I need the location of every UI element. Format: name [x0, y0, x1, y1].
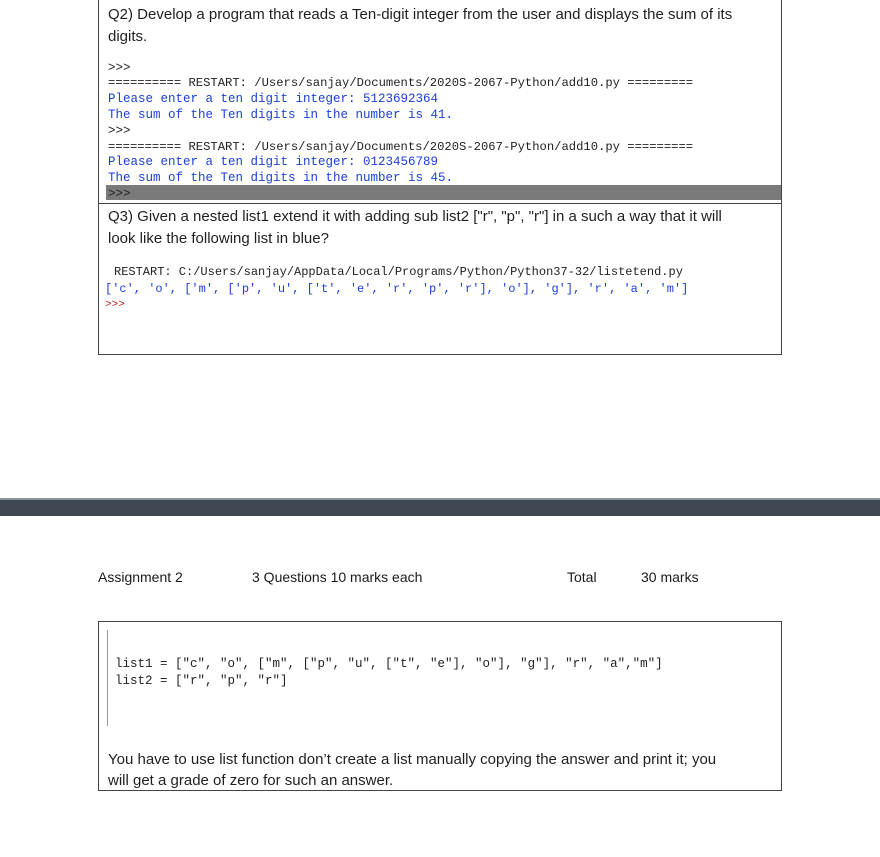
- q2-question-line1: Q2) Develop a program that reads a Ten-digit integer from the user and displays the sum of its: [108, 6, 733, 23]
- q3-question-line1: Q3) Given a nested list1 extend it with adding sub list2 ["r", "p", "r"] in a such a way that it will: [108, 208, 722, 225]
- q2-shell-line: The sum of the Ten digits in the number is 41.: [108, 108, 454, 122]
- q2-shell-line: ========== RESTART: /Users/sanjay/Documents/2020S-2067-Python/add10.py =========: [108, 140, 694, 154]
- shell-current-line-highlight: [106, 185, 781, 200]
- page-break-divider-shadow: [0, 498, 880, 500]
- note-line2: will get a grade of zero for such an answer.: [108, 772, 394, 789]
- code-list1: list1 = ["c", "o", ["m", ["p", "u", ["t", "e"], "o"], "g"], "r", "a","m"]: [115, 657, 663, 671]
- total-label: Total: [567, 569, 597, 585]
- q2-shell-line: Please enter a ten digit integer: 5123692364: [108, 92, 439, 106]
- q2-shell-line: >>>: [108, 124, 131, 138]
- page-break-divider: [0, 500, 880, 516]
- q2-question-line2: digits.: [108, 28, 148, 45]
- assignment-label: Assignment 2: [98, 569, 183, 585]
- q3-restart-line: RESTART: C:/Users/sanjay/AppData/Local/Programs/Python/Python37-32/listetend.py: [114, 265, 683, 279]
- q2-shell-line: >>>: [108, 187, 131, 201]
- q2-shell-line: Please enter a ten digit integer: 0123456789: [108, 155, 439, 169]
- code-box-left-rule: [107, 630, 108, 726]
- q3-output-line: ['c', 'o', ['m', ['p', 'u', ['t', 'e', 'r', 'p', 'r'], 'o'], 'g'], 'r', 'a', 'm']: [105, 282, 689, 296]
- code-list2: list2 = ["r", "p", "r"]: [115, 674, 288, 688]
- q3-prompt: >>>: [105, 299, 125, 311]
- questions-label: 3 Questions 10 marks each: [252, 569, 423, 585]
- q3-question-line2: look like the following list in blue?: [108, 230, 329, 247]
- q2-shell-line: >>>: [108, 61, 131, 75]
- total-value: 30 marks: [641, 569, 699, 585]
- q2-shell-line: ========== RESTART: /Users/sanjay/Documents/2020S-2067-Python/add10.py =========: [108, 76, 694, 90]
- q2-shell-line: The sum of the Ten digits in the number is 45.: [108, 171, 454, 185]
- note-line1: You have to use list function don’t create a list manually copying the answer and print it; you: [108, 751, 717, 768]
